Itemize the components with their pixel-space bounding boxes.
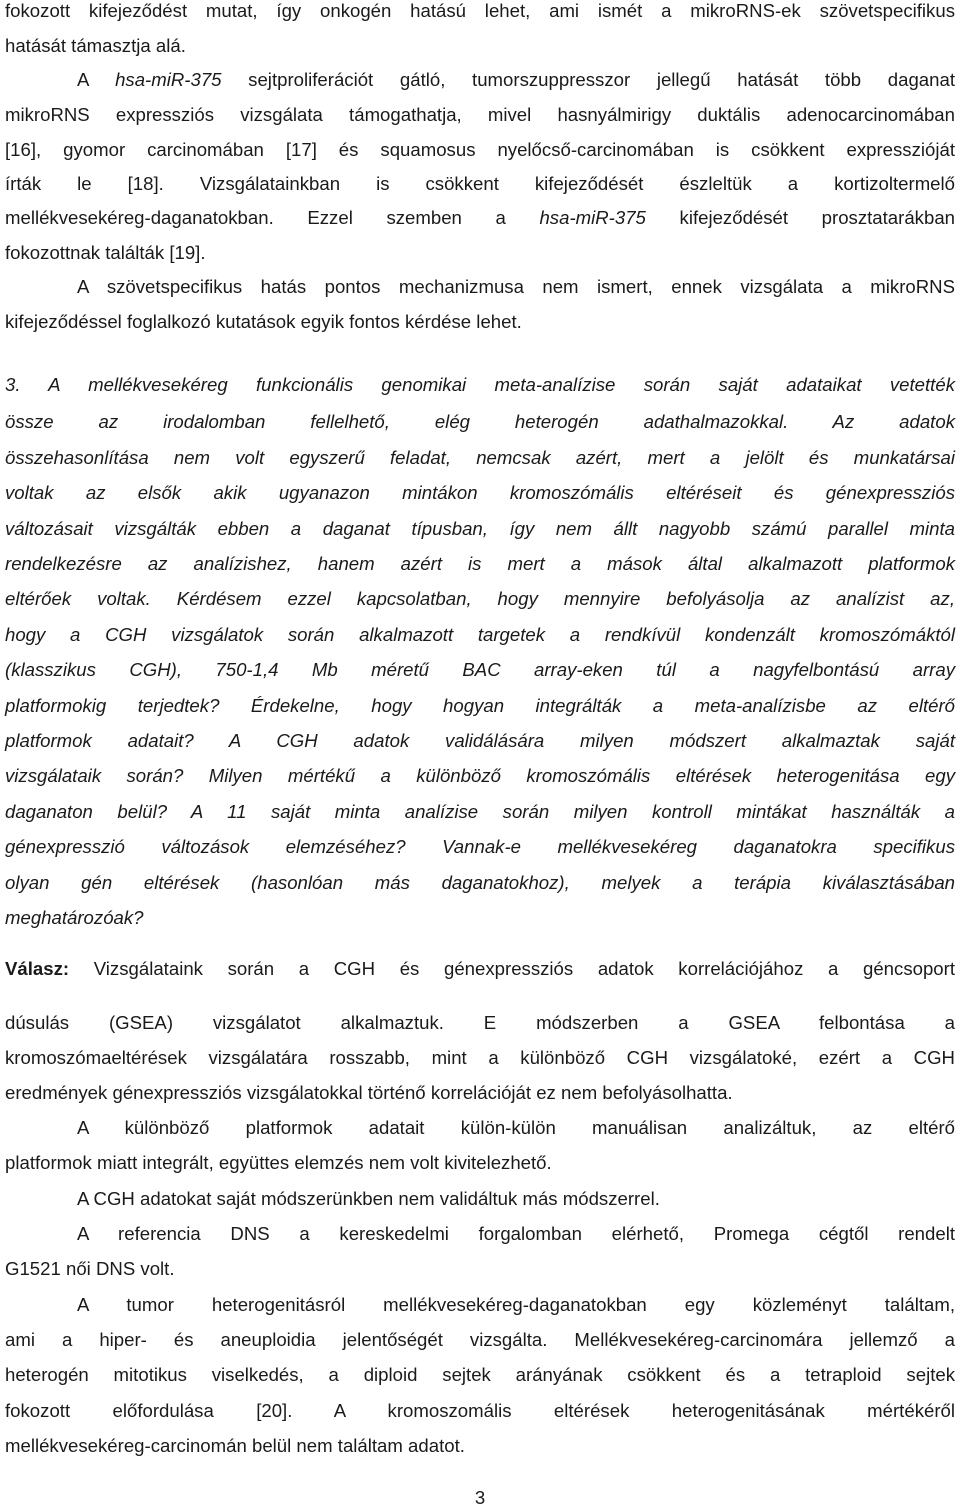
question-line: vizsgálataik során? Milyen mértékű a különböző kromoszómális eltérések heterogenitása egy	[5, 765, 955, 786]
gene-name: hsa-miR-375	[539, 207, 646, 228]
body-text-line: fokozott kifejeződést mutat, így onkogén hatású lehet, ami ismét a mikroRNS-ek szövetspecifikus	[5, 0, 955, 21]
answer-line: A tumor heterogenitásról mellékvesekéreg-daganatokban egy közleményt találtam,	[77, 1294, 955, 1315]
body-text-line: [16], gyomor carcinomában [17] és squamosus nyelőcső-carcinomában is csökkent expresszióját	[5, 139, 955, 160]
question-line: meghatározóak?	[5, 907, 144, 928]
question-line: eltérőek voltak. Kérdésem ezzel kapcsolatban, hogy mennyire befolyásolja az analízist az,	[5, 588, 955, 609]
body-text-line: hatását támasztja alá.	[5, 35, 186, 56]
question-line: (klasszikus CGH), 750-1,4 Mb méretű BAC array-eken túl a nagyfelbontású array	[5, 659, 955, 680]
question-line: olyan gén eltérések (hasonlóan más daganatokhoz), melyek a terápia kiválasztásában	[5, 872, 955, 893]
page-number: 3	[474, 1487, 486, 1508]
body-text-line: A hsa-miR-375 sejtproliferációt gátló, tumorszuppresszor jellegű hatását több daganat	[77, 69, 955, 90]
answer-line: A referencia DNS a kereskedelmi forgalomban elérhető, Promega cégtől rendelt	[77, 1223, 955, 1244]
question-line: daganaton belül? A 11 saját minta analízise során milyen kontroll mintákat használták a	[5, 801, 955, 822]
answer-line: dúsulás (GSEA) vizsgálatot alkalmaztuk. E módszerben a GSEA felbontása a	[5, 1012, 955, 1033]
question-line: összehasonlítása nem volt egyszerű feladat, nemcsak azért, mert a jelölt és munkatársai	[5, 447, 955, 468]
body-text-line: mellékvesekéreg-daganatokban. Ezzel szemben a hsa-miR-375 kifejeződését prosztatarákban	[5, 207, 955, 228]
question-line: rendelkezésre az analízishez, hanem azért is mert a mások által alkalmazott platformok	[5, 553, 955, 574]
body-text-line: írták le [18]. Vizsgálatainkban is csökkent kifejeződését észleltük a kortizoltermelő	[5, 173, 955, 194]
answer-line: A CGH adatokat saját módszerünkben nem validáltuk más módszerrel.	[77, 1188, 660, 1209]
answer-line: kromoszómaeltérések vizsgálatára rosszabb, mint a különböző CGH vizsgálatoké, ezért a CGH	[5, 1047, 955, 1068]
answer-line: G1521 női DNS volt.	[5, 1258, 175, 1279]
answer-line: heterogén mitotikus viselkedés, a diploid sejtek arányának csökkent és a tetraploid sejtek	[5, 1364, 955, 1385]
question-line: platformokig terjedtek? Érdekelne, hogy hogyan integrálták a meta-analízisbe az eltérő	[5, 695, 955, 716]
body-text-line: A szövetspecifikus hatás pontos mechanizmusa nem ismert, ennek vizsgálata a mikroRNS	[77, 276, 955, 297]
answer-line: platformok miatt integrált, együttes elemzés nem volt kivitelezhető.	[5, 1152, 552, 1173]
answer-line: ami a hiper- és aneuploidia jelentőségét vizsgálta. Mellékvesekéreg-carcinomára jellemző a	[5, 1329, 955, 1350]
question-line: génexpresszió változások elemzéséhez? Vannak-e mellékvesekéreg daganatokra specifikus	[5, 836, 955, 857]
question-line: 3. A mellékvesekéreg funkcionális genomikai meta-analízise során saját adataikat vetették	[5, 374, 955, 395]
question-line: változásait vizsgálták ebben a daganat típusban, így nem állt nagyobb számú parallel minta	[5, 518, 955, 539]
question-line: platformok adatait? A CGH adatok validálására milyen módszert alkalmaztak saját	[5, 730, 955, 751]
answer-line: fokozott előfordulása [20]. A kromoszomális eltérések heterogenitásának mértékéről	[5, 1400, 955, 1421]
question-line: hogy a CGH vizsgálatok során alkalmazott targetek a rendkívül kondenzált kromoszómáktól	[5, 624, 955, 645]
body-text-line: kifejeződéssel foglalkozó kutatások egyik fontos kérdése lehet.	[5, 311, 522, 332]
question-line: össze az irodalomban fellelhető, elég heterogén adathalmazokkal. Az adatok	[5, 411, 955, 432]
gene-name: hsa-miR-375	[115, 69, 222, 90]
answer-line: Válasz: Vizsgálataink során a CGH és génexpressziós adatok korrelációjához a géncsoport	[5, 958, 955, 979]
answer-line: A különböző platformok adatait külön-külön manuálisan analizáltuk, az eltérő	[77, 1117, 955, 1138]
answer-line: eredmények génexpressziós vizsgálatokkal történő korrelációját ez nem befolyásolhatta.	[5, 1082, 733, 1103]
answer-label: Válasz:	[5, 958, 70, 979]
answer-line: mellékvesekéreg-carcinomán belül nem találtam adatot.	[5, 1435, 465, 1456]
body-text-line: mikroRNS expressziós vizsgálata támogathatja, mivel hasnyálmirigy duktális adenocarcinomában	[5, 104, 955, 125]
body-text-line: fokozottnak találták [19].	[5, 242, 206, 263]
question-line: voltak az elsők akik ugyanazon mintákon kromoszómális eltéréseit és génexpressziós	[5, 482, 955, 503]
